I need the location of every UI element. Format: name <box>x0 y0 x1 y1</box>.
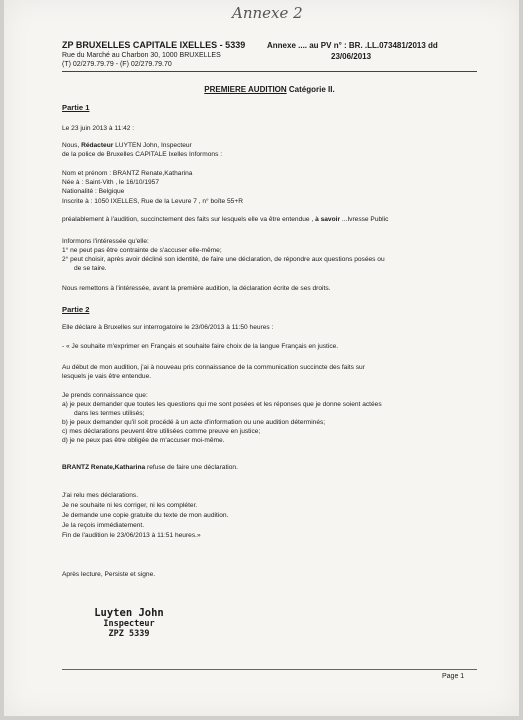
aware-item-c: c) mes déclarations peuvent être utilisées comme preuve en justice; <box>62 428 261 435</box>
document-title <box>62 85 477 94</box>
title-category: Catégorie II. <box>288 85 335 94</box>
header-right <box>267 40 438 62</box>
text: refuse de faire une déclaration. <box>145 464 238 471</box>
nationality-line: Nationalité : Belgique <box>62 188 125 195</box>
language-quote: - « Je souhaite m'exprimer en Français et souhaite faire choix de la langue Français en justice. <box>62 343 339 350</box>
aware-line: Je prends connaissance que: <box>62 392 148 399</box>
after-reading-line: Après lecture, Persiste et signe. <box>62 571 156 578</box>
police-line: de la police de Bruxelles CAPITALE Ixelles Informons : <box>62 151 223 158</box>
start-line-a: Au début de mon audition, j'ai à nouveau pris connaissance de la communication succincte des faits sur <box>62 364 365 371</box>
signature-code: ZPZ 5339 <box>108 629 150 639</box>
redacteur-line <box>62 142 192 150</box>
page-number: Page 1 <box>442 673 465 680</box>
text: ...Ivresse Public <box>340 216 389 223</box>
informs-line: Informons l'intéressée qu'elle: <box>62 238 149 245</box>
end-line: Fin de l'audition le 23/06/2013 à 11:51 heures.» <box>62 532 201 539</box>
handover-line: Nous remettons à l'intéressée, avant la première audition, la déclaration écrite de ses droits. <box>62 285 331 292</box>
audition-datetime: Le 23 juin 2013 à 11:42 : <box>62 125 135 132</box>
right-item-2-cont: de se taire. <box>74 265 107 272</box>
reread-line-2: Je ne souhaite ni les corriger, ni les compléter. <box>62 502 198 509</box>
refusal-line <box>62 464 238 472</box>
birth-line: Née à : Saint-Vith , le 16/10/1957 <box>62 179 160 186</box>
text: Nous, <box>62 142 82 149</box>
org-name: ZP BRUXELLES CAPITALE IXELLES - 5339 <box>62 40 246 50</box>
text-bold: BRANTZ Renate,Katharina <box>62 464 146 471</box>
text: préalablement à l'audition, succinctement des faits sur lesquels elle va être entendue , <box>62 216 316 223</box>
annex-reference: Annexe .... au PV n° : BR. .LL.073481/2013 dd <box>267 41 438 50</box>
right-item-1: 1° ne peut pas être contrainte de s'accuser elle-même; <box>62 247 222 254</box>
org-address: Rue du Marché au Charbon 30, 1000 BRUXELLES <box>62 52 221 59</box>
start-line-b: lesquels je vais être entendue. <box>62 373 152 380</box>
annex-date: 23/06/2013 <box>331 52 372 61</box>
title-main: PREMIERE AUDITION <box>204 85 287 94</box>
facts-line <box>62 216 388 224</box>
reread-line-1: J'ai relu mes déclarations. <box>62 492 139 499</box>
signature-rank: Inspecteur <box>103 619 155 629</box>
reread-line-4: Je la reçois immédiatement. <box>62 522 145 529</box>
aware-item-b: b) je peux demander qu'il soit procédé à un acte d'information ou une audition déterminés; <box>62 419 326 426</box>
footer-rule <box>62 669 477 670</box>
right-item-2: 2° peut choisir, après avoir décliné son identité, de faire une déclaration, de répondre aux questions posées ou <box>62 256 385 263</box>
name-line: Nom et prénom : BRANTZ Renate,Katharina <box>62 170 193 177</box>
declares-line: Elle déclare à Bruxelles sur interrogatoire le 23/06/2013 à 11:50 heures : <box>62 324 274 331</box>
aware-item-d: d) je ne peux pas être obligée de m'accuser moi-même. <box>62 437 225 444</box>
text: LUYTEN John, Inspecteur <box>113 142 192 149</box>
reread-line-3: Je demande une copie gratuite du texte de mon audition. <box>62 512 229 519</box>
aware-item-a-cont: dans les termes utilisés; <box>74 410 145 417</box>
signature-block <box>84 607 174 639</box>
address-line: Inscrite à : 1050 IXELLES, Rue de la Levure 7 , n° boîte 55+R <box>62 198 243 205</box>
partie2-heading: Partie 2 <box>62 305 90 314</box>
document-page <box>4 0 519 716</box>
handwritten-annex-note: Annexe 2 <box>232 4 303 22</box>
signature-name: Luyten John <box>94 607 164 619</box>
aware-item-a: a) je peux demander que toutes les questions qui me sont posées et les réponses que je donne soient actées <box>62 401 382 408</box>
header-left <box>62 40 245 69</box>
header-rule <box>62 71 477 72</box>
text-bold: à savoir <box>315 216 341 223</box>
partie1-heading: Partie 1 <box>62 103 90 112</box>
org-phones: (T) 02/279.79.79 - (F) 02/279.79.70 <box>62 61 172 68</box>
text-bold: Rédacteur <box>81 142 114 149</box>
